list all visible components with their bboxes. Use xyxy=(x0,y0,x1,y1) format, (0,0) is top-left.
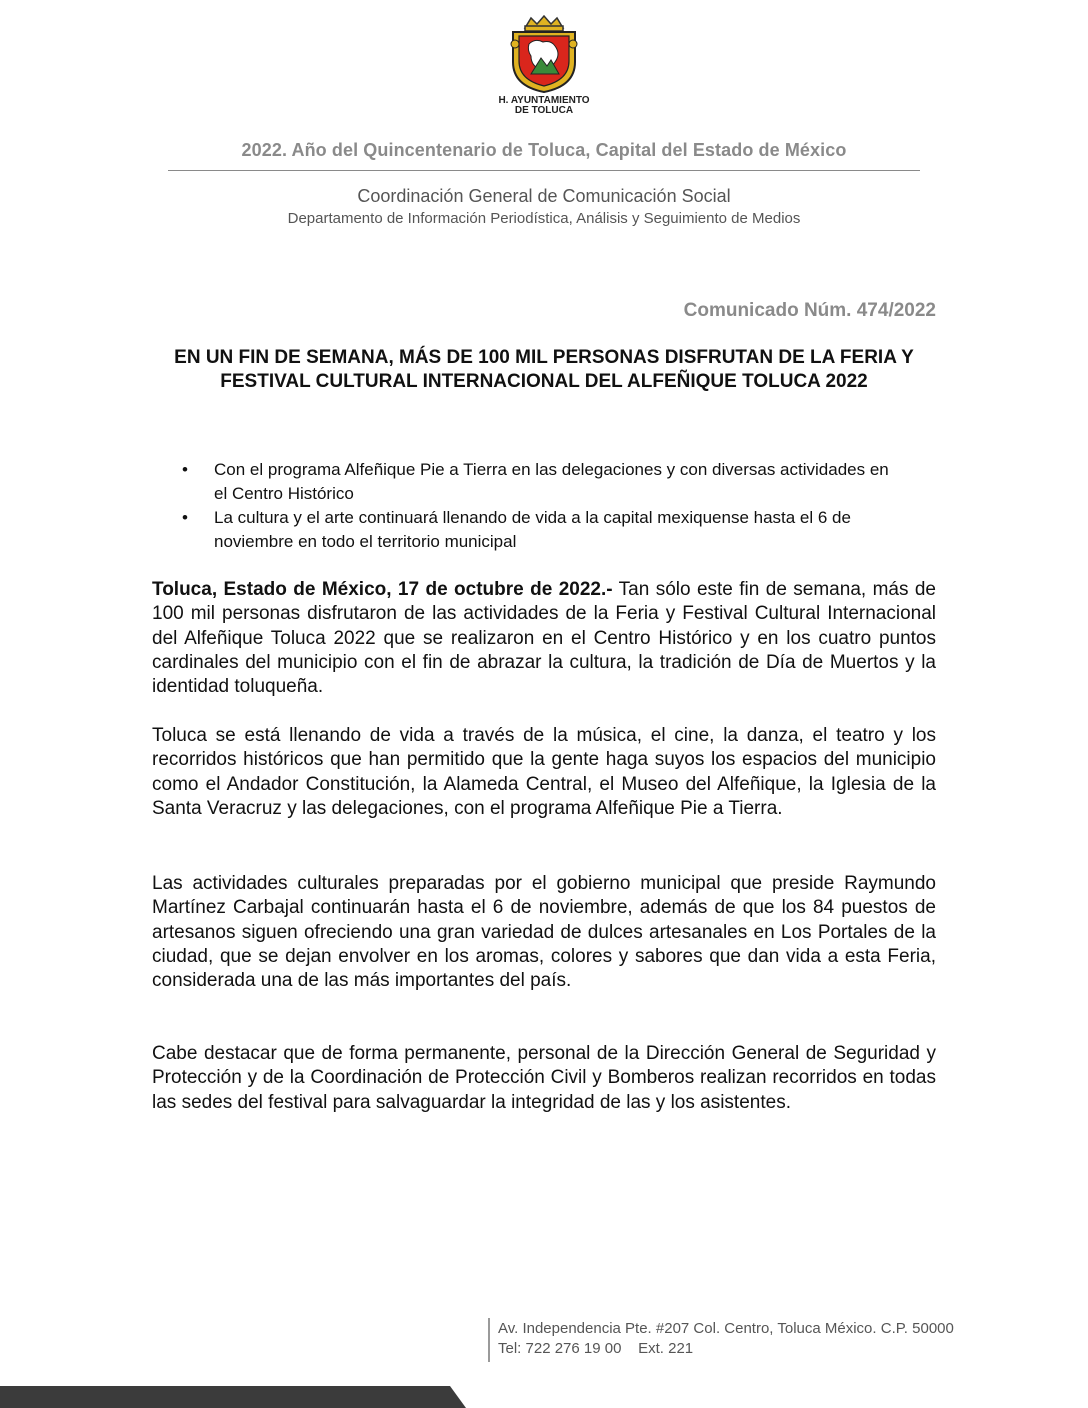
toluca-coat-of-arms-icon xyxy=(505,14,583,94)
logo-caption-line2: DE TOLUCA xyxy=(514,105,574,116)
bottom-decorative-band xyxy=(0,1386,1088,1408)
summary-bullet-text: La cultura y el arte continuará llenando de vida a la capital mexiquense hasta el 6 de noviembre en todo el territorio municipal xyxy=(214,508,851,551)
paragraph-text: Tan sólo este fin de semana, más de 100 mil personas disfrutaron de las actividades de la Feria y Festival Cultural Internacional del Alfeñique Toluca 2022 que se realizaron en el Centro Histórico y en los cuatro puntos cardinales del municipio con el fin de abrazar la cultura, la tradición de Día de Muertos y la identidad toluqueña. xyxy=(152,579,936,698)
motto-heading: 2022. Año del Quincentenario de Toluca, Capital del Estado de México xyxy=(241,140,847,160)
logo-caption-line1: H. AYUNTAMIENTO xyxy=(498,95,590,106)
logo xyxy=(480,14,608,122)
footer-address: Av. Independencia Pte. #207 Col. Centro, Toluca México. C.P. 50000 xyxy=(498,1320,954,1337)
coordination-title: Coordinación General de Comunicación Social xyxy=(357,186,731,206)
logo-caption xyxy=(480,96,608,116)
footer-divider xyxy=(488,1318,490,1362)
release-number: Comunicado Núm. 474/2022 xyxy=(683,300,936,321)
body-paragraph: Las actividades culturales preparadas por el gobierno municipal que preside Raymundo Martínez Carbajal continuarán hasta el 6 de noviembre, además de que los 84 puestos de artesanos siguen ofreciendo una gran variedad de dulces artesanales en Los Portales de la ciudad, que se dejan envolver en los aromas, colores y sabores que dan vida a esta Feria, considerada una de las más importantes del país. xyxy=(152,873,936,992)
body-paragraph: Cabe destacar que de forma permanente, personal de la Dirección General de Seguridad y Protección y de la Coordinación de Protección Civil y Bomberos realizan recorridos en todas las sedes del festival para salvaguardar la integridad de las y los asistentes. xyxy=(152,1043,936,1113)
department-subtitle: Departamento de Información Periodística, Análisis y Seguimiento de Medios xyxy=(287,210,801,227)
summary-bullet xyxy=(180,458,900,506)
summary-bullet-text: Con el programa Alfeñique Pie a Tierra en las delegaciones y con diversas actividades en el Centro Histórico xyxy=(214,460,889,503)
dateline: Toluca, Estado de México, 17 de octubre de 2022.- xyxy=(152,579,613,600)
summary-bullet xyxy=(180,506,900,554)
bullet-icon: • xyxy=(182,508,188,527)
body-paragraph: Toluca se está llenando de vida a través de la música, el cine, la danza, el teatro y los recorridos históricos que han permitido que la gente haga suyos los espacios del municipio como el Andador Constitución, la Alameda Central, el Museo del Alfeñique, la Iglesia de la Santa Veracruz y las delegaciones, con el programa Alfeñique Pie a Tierra. xyxy=(152,725,936,819)
header-divider xyxy=(168,170,920,171)
body-paragraph xyxy=(152,578,936,699)
bullet-icon: • xyxy=(182,460,188,479)
footer-phone: Tel: 722 276 19 00 Ext. 221 xyxy=(498,1340,694,1357)
release-headline: EN UN FIN DE SEMANA, MÁS DE 100 MIL PERSONAS DISFRUTAN DE LA FERIA Y FESTIVAL CULTURAL INTERNACIONAL DEL ALFEÑIQUE TOLUCA 2022 xyxy=(174,347,914,392)
summary-bullet-list xyxy=(180,458,900,554)
